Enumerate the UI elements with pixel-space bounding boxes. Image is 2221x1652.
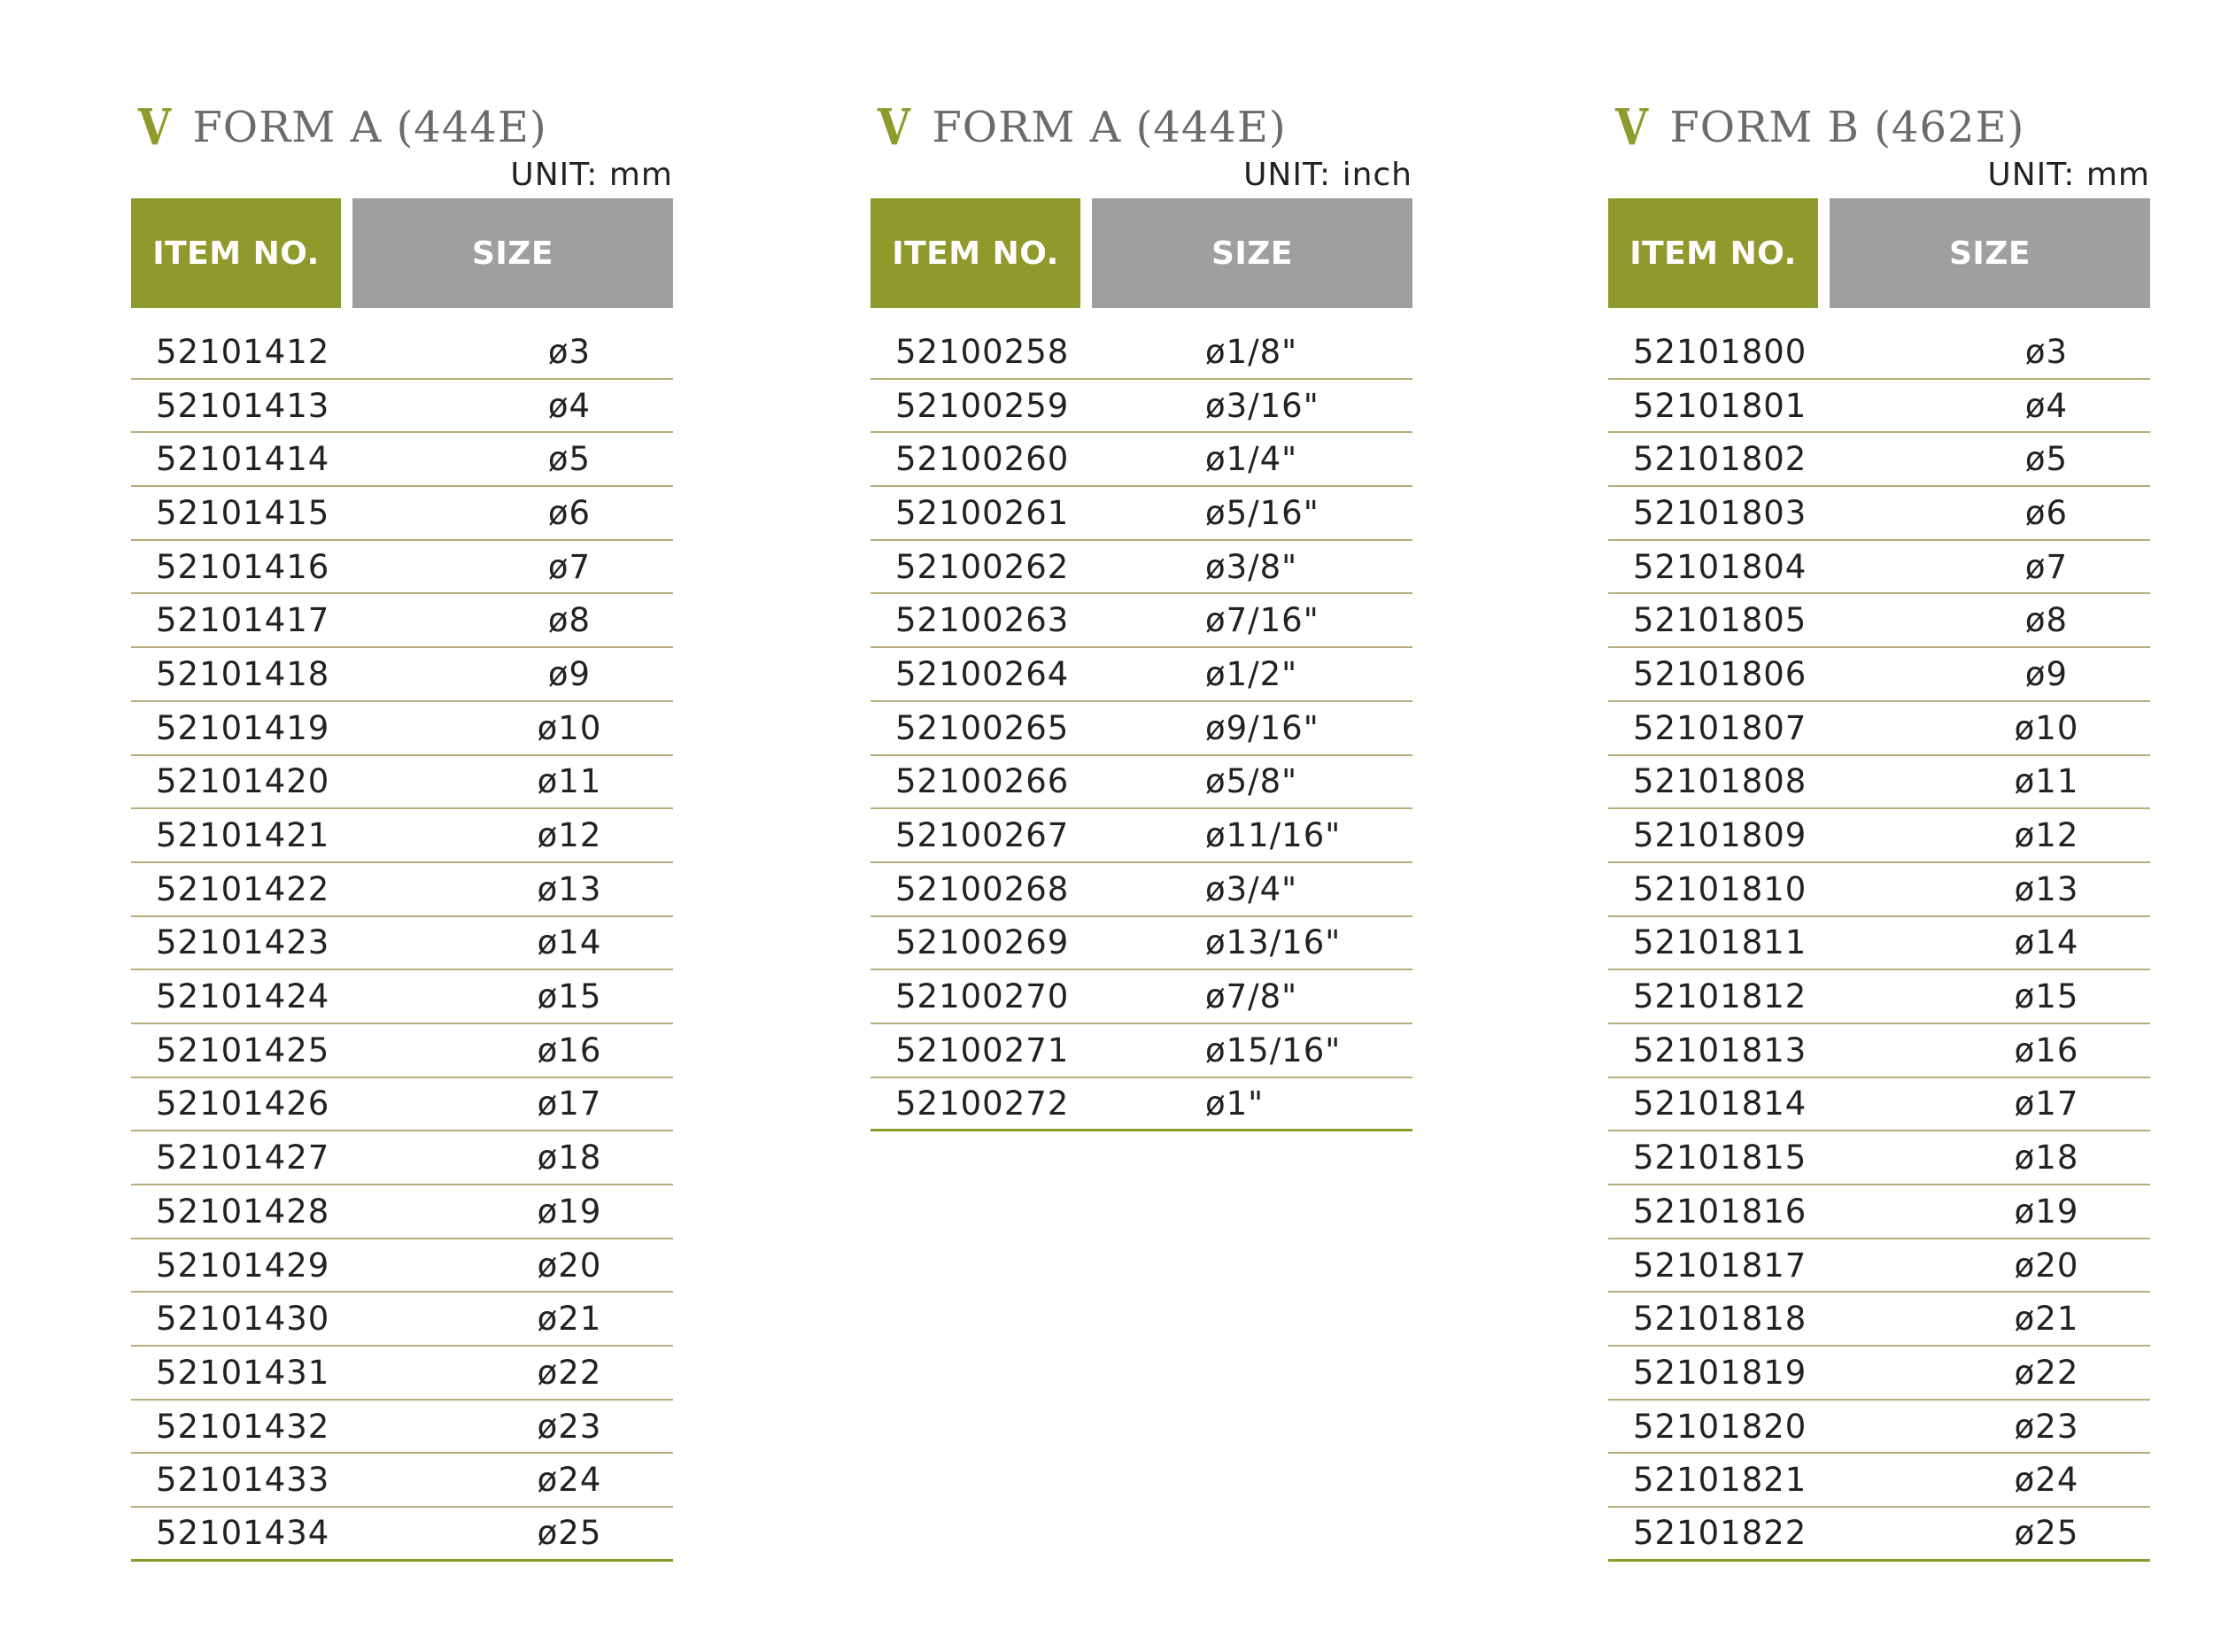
item-number-cell: 52101414 [156,440,330,479]
table-row [1608,1347,2150,1401]
table-body [1608,326,2150,1562]
item-number-cell: 52101819 [1633,1353,1807,1392]
table-row [131,1024,673,1078]
table-row [1608,541,2150,595]
table-row [871,756,1412,810]
table-row [131,541,673,595]
size-cell: ø13/16" [1205,923,1342,962]
table-row [131,970,673,1024]
table-row [131,702,673,756]
size-cell: ø15 [537,977,602,1016]
item-number-cell: 52100264 [895,654,1070,693]
table-row [871,541,1412,595]
table-title-text: FORM A (444E) [192,103,547,152]
size-cell: ø20 [2014,1246,2079,1285]
table-row [871,487,1412,541]
table-form-a-inch [871,89,1412,1131]
table-row [1608,756,2150,810]
size-cell: ø13 [537,869,602,908]
table-row [871,863,1412,917]
table-row [1608,1024,2150,1078]
size-cell: ø21 [2014,1300,2079,1339]
header-size: SIZE [1830,198,2150,308]
item-number-cell: 52101416 [156,547,330,586]
size-cell: ø11/16" [1205,816,1342,855]
item-number-cell: 52101808 [1633,762,1807,801]
size-cell: ø12 [2014,816,2079,855]
item-number-cell: 52100267 [895,816,1070,855]
item-number-cell: 52101419 [156,708,330,747]
header-item-no: ITEM NO. [1608,198,1818,308]
table-row [131,380,673,434]
table-row [871,380,1412,434]
table-row [871,326,1412,380]
header-row [131,198,673,308]
table-row [871,433,1412,487]
item-number-cell: 52101813 [1633,1031,1807,1069]
table-row [1608,917,2150,971]
v-mark-icon: V [878,98,910,157]
item-number-cell: 52101816 [1633,1192,1807,1231]
item-number-cell: 52100272 [895,1084,1070,1123]
item-number-cell: 52101820 [1633,1407,1807,1446]
table-row [1608,702,2150,756]
table-row [131,648,673,702]
table-row [871,648,1412,702]
size-cell: ø8 [2024,601,2069,640]
item-number-cell: 52101413 [156,386,330,425]
size-cell: ø5 [547,440,592,479]
table-row [1608,1239,2150,1293]
table-row [131,1239,673,1293]
size-cell: ø3 [2024,332,2069,371]
item-number-cell: 52101426 [156,1085,330,1123]
size-cell: ø5 [2024,440,2069,479]
size-cell: ø7 [547,547,592,586]
item-number-cell: 52101812 [1633,977,1807,1016]
size-cell: ø10 [2014,708,2079,747]
size-cell: ø16 [537,1031,602,1069]
item-number-cell: 52101420 [156,762,330,801]
table-row [131,1131,673,1185]
table-row [1608,1293,2150,1347]
item-number-cell: 52100271 [895,1031,1070,1069]
size-cell: ø16 [2014,1031,2079,1069]
table-row [131,1078,673,1132]
table-row [1608,326,2150,380]
size-cell: ø25 [537,1514,602,1553]
item-number-cell: 52101822 [1633,1514,1807,1553]
table-body [131,326,673,1562]
size-cell: ø11 [2014,762,2079,801]
size-cell: ø10 [537,708,602,747]
table-row [871,1024,1412,1078]
size-cell: ø14 [537,923,602,962]
table-row [131,863,673,917]
table-row [131,1347,673,1401]
item-number-cell: 52100265 [895,708,1070,747]
item-number-cell: 52101800 [1633,332,1807,371]
item-number-cell: 52101817 [1633,1246,1807,1285]
size-cell: ø4 [2024,386,2069,425]
item-number-cell: 52100268 [895,869,1070,908]
size-cell: ø14 [2014,923,2079,962]
size-cell: ø25 [2014,1514,2079,1553]
size-cell: ø3/16" [1205,386,1319,425]
table-row [1608,594,2150,648]
table-row [131,1454,673,1508]
item-number-cell: 52101422 [156,869,330,908]
size-cell: ø6 [2024,493,2069,532]
table-row [1608,380,2150,434]
header-row [871,198,1412,308]
item-number-cell: 52100270 [895,977,1070,1016]
item-number-cell: 52100263 [895,601,1070,640]
size-cell: ø5/8" [1205,762,1298,801]
item-number-cell: 52100259 [895,386,1070,425]
table-row [131,1293,673,1347]
table-row [131,1401,673,1455]
size-cell: ø1/4" [1205,440,1298,479]
item-number-cell: 52101803 [1633,493,1807,532]
table-row [1608,433,2150,487]
table-form-a-mm [131,89,673,1562]
size-cell: ø6 [547,493,592,532]
size-cell: ø9 [2024,654,2069,693]
size-cell: ø20 [537,1246,602,1285]
item-number-cell: 52101806 [1633,654,1807,693]
table-title [871,89,1412,157]
item-number-cell: 52100266 [895,762,1070,801]
table-row [131,594,673,648]
size-cell: ø1" [1205,1084,1265,1123]
table-row [1608,970,2150,1024]
item-number-cell: 52101807 [1633,708,1807,747]
size-cell: ø23 [2014,1407,2079,1446]
item-number-cell: 52101430 [156,1300,330,1339]
size-cell: ø22 [537,1353,602,1392]
item-number-cell: 52101415 [156,493,330,532]
size-cell: ø4 [547,386,592,425]
header-item-no: ITEM NO. [131,198,341,308]
header-size: SIZE [1092,198,1412,308]
item-number-cell: 52100262 [895,547,1070,586]
size-cell: ø18 [2014,1139,2079,1177]
item-number-cell: 52101804 [1633,547,1807,586]
table-row [1608,1078,2150,1132]
table-title-text: FORM A (444E) [932,103,1287,152]
size-cell: ø22 [2014,1353,2079,1392]
unit-label: UNIT: inch [1243,157,1412,193]
table-row [131,1508,673,1562]
table-row [1608,863,2150,917]
table-title-text: FORM B (462E) [1669,103,2025,152]
item-number-cell: 52101821 [1633,1461,1807,1500]
size-cell: ø15 [2014,977,2079,1016]
item-number-cell: 52101811 [1633,923,1807,962]
table-row [1608,1185,2150,1239]
size-cell: ø19 [537,1192,602,1231]
size-cell: ø19 [2014,1192,2079,1231]
size-cell: ø21 [537,1300,602,1339]
size-cell: ø1/8" [1205,332,1298,371]
item-number-cell: 52101427 [156,1139,330,1177]
item-number-cell: 52101814 [1633,1085,1807,1123]
size-cell: ø5/16" [1205,493,1319,532]
header-row [1608,198,2150,308]
item-number-cell: 52101809 [1633,816,1807,855]
size-cell: ø3/4" [1205,869,1298,908]
item-number-cell: 52101431 [156,1353,330,1392]
table-row [871,1078,1412,1132]
item-number-cell: 52101425 [156,1031,330,1069]
item-number-cell: 52101421 [156,816,330,855]
size-cell: ø1/2" [1205,654,1298,693]
item-number-cell: 52101815 [1633,1139,1807,1177]
table-row [1608,648,2150,702]
header-size: SIZE [352,198,673,308]
size-cell: ø9 [547,654,592,693]
size-cell: ø17 [2014,1085,2079,1123]
item-number-cell: 52101418 [156,654,330,693]
v-mark-icon: V [1615,98,1648,157]
unit-label: UNIT: mm [510,157,673,193]
table-row [1608,1401,2150,1455]
size-cell: ø12 [537,816,602,855]
size-cell: ø3 [547,332,592,371]
item-number-cell: 52101818 [1633,1300,1807,1339]
size-cell: ø17 [537,1085,602,1123]
size-cell: ø7/16" [1205,601,1319,640]
table-title [1608,89,2150,157]
size-cell: ø15/16" [1205,1031,1342,1069]
table-title [131,89,673,157]
table-row [1608,1508,2150,1562]
table-row [131,756,673,810]
table-form-b-mm [1608,89,2150,1562]
item-number-cell: 52101412 [156,332,330,371]
table-row [871,702,1412,756]
size-cell: ø24 [537,1461,602,1500]
table-row [1608,1131,2150,1185]
table-row [131,809,673,863]
table-row [1608,809,2150,863]
table-row [131,1185,673,1239]
item-number-cell: 52101428 [156,1192,330,1231]
size-cell: ø7/8" [1205,977,1298,1016]
size-cell: ø8 [547,601,592,640]
v-mark-icon: V [138,98,171,157]
table-row [1608,487,2150,541]
table-row [871,917,1412,971]
table-row [131,487,673,541]
table-row [1608,1454,2150,1508]
item-number-cell: 52101433 [156,1461,330,1500]
table-body [871,326,1412,1131]
item-number-cell: 52101424 [156,977,330,1016]
table-row [131,326,673,380]
size-cell: ø18 [537,1139,602,1177]
item-number-cell: 52101802 [1633,440,1807,479]
table-row [871,809,1412,863]
table-row [131,433,673,487]
item-number-cell: 52101810 [1633,869,1807,908]
size-cell: ø9/16" [1205,708,1319,747]
item-number-cell: 52100261 [895,493,1070,532]
header-item-no: ITEM NO. [871,198,1080,308]
table-row [871,594,1412,648]
item-number-cell: 52101423 [156,923,330,962]
size-cell: ø23 [537,1407,602,1446]
item-number-cell: 52100269 [895,923,1070,962]
item-number-cell: 52101432 [156,1407,330,1446]
item-number-cell: 52101429 [156,1246,330,1285]
size-cell: ø7 [2024,547,2069,586]
item-number-cell: 52100258 [895,332,1070,371]
size-cell: ø3/8" [1205,547,1298,586]
size-cell: ø11 [537,762,602,801]
table-row [131,917,673,971]
item-number-cell: 52101434 [156,1514,330,1553]
item-number-cell: 52100260 [895,440,1070,479]
item-number-cell: 52101417 [156,601,330,640]
item-number-cell: 52101805 [1633,601,1807,640]
unit-label: UNIT: mm [1987,157,2150,193]
table-row [871,970,1412,1024]
size-cell: ø24 [2014,1461,2079,1500]
item-number-cell: 52101801 [1633,386,1807,425]
size-cell: ø13 [2014,869,2079,908]
